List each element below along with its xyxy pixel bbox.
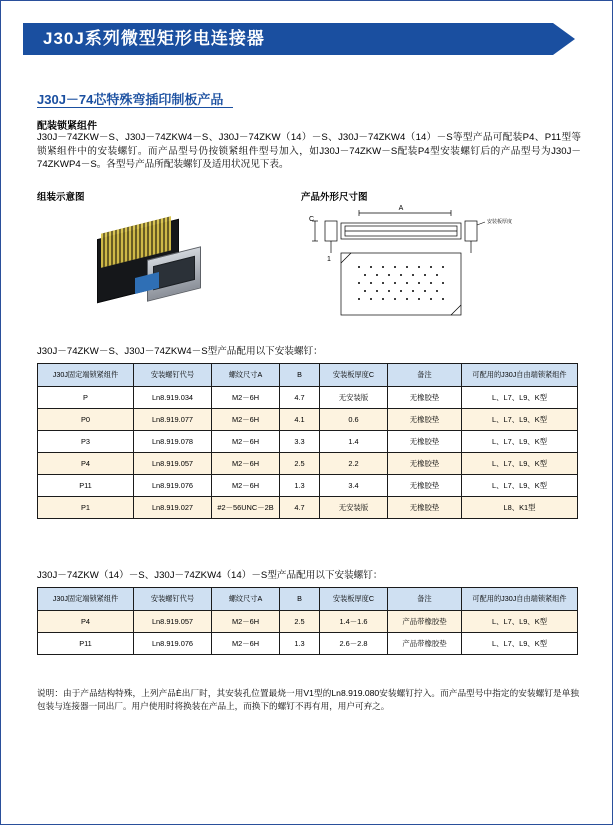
table1-cell: M2－6H	[212, 431, 280, 453]
table1-header-row	[38, 364, 578, 387]
table1-cell: 无橡胶垫	[388, 409, 462, 431]
table-row	[38, 409, 578, 431]
section-paragraph: J30J－74ZKW－S、J30J－74ZKW4－S、J30J－74ZKW（14）－S、J30J－74ZKW4（14）－S等型产品可配装P4、P11型等锁紧组件中的安装螺钉。而产品型号仍按锁紧组件型号加入，如J30J－74ZKW－S配装P4型安装螺钉后的产品型号为J30J－74ZKWP4－S。各型号产品所配装螺钉及适用状况见下表。	[37, 132, 581, 170]
table2-cell: 2.6－2.8	[320, 633, 388, 655]
table2-cell: 产品带橡胶垫	[388, 633, 462, 655]
table2-cell: M2－6H	[212, 633, 280, 655]
table1-cell: 3.3	[280, 431, 320, 453]
table1-cell: 无安装版	[320, 387, 388, 409]
table-row	[38, 453, 578, 475]
table-row	[38, 611, 578, 633]
table1-header-cell: 安装板厚度C	[320, 364, 388, 387]
table1-cell: 无橡胶垫	[388, 475, 462, 497]
table2-cell: M2－6H	[212, 611, 280, 633]
table-row	[38, 387, 578, 409]
table2-header-cell: 螺纹尺寸A	[212, 588, 280, 611]
table1-cell: #2－56UNC－2B	[212, 497, 280, 519]
table2-header-row	[38, 588, 578, 611]
page-title: J30J系列微型矩形电连接器	[43, 29, 265, 48]
table1-cell: 1.3	[280, 475, 320, 497]
table1-cell: P11	[38, 475, 134, 497]
table1-cell: L、L7、L9、K型	[462, 431, 578, 453]
table2-header-cell: 安装螺钉代号	[134, 588, 212, 611]
table-row	[38, 497, 578, 519]
table1-cell: L8、K1型	[462, 497, 578, 519]
table1-cell: 0.6	[320, 409, 388, 431]
dimension-c-label: C	[309, 216, 315, 223]
table1-cell: 2.2	[320, 453, 388, 475]
table2-header-cell: 可配用的J30J自由端锁紧组件	[462, 588, 578, 611]
table1-header-cell: 可配用的J30J自由端锁紧组件	[462, 364, 578, 387]
table1-header-cell: 备注	[388, 364, 462, 387]
drawing-note-label: 安装板厚度	[487, 219, 513, 225]
outline-figure-label: 产品外形尺寸图	[301, 192, 368, 203]
table2-cell: 1.3	[280, 633, 320, 655]
table1-cell: 3.4	[320, 475, 388, 497]
table1-cell: P4	[38, 453, 134, 475]
table1-cell: 1.4	[320, 431, 388, 453]
table1-cell: M2－6H	[212, 475, 280, 497]
table2-header-cell: J30J固定端锁紧组件	[38, 588, 134, 611]
banner-arrow-shape	[553, 23, 575, 55]
table1-cell: 无橡胶垫	[388, 431, 462, 453]
table1-header-cell: B	[280, 364, 320, 387]
table1-cell: Ln8.919.078	[134, 431, 212, 453]
table2-cell: 产品带橡胶垫	[388, 611, 462, 633]
table1-cell: Ln8.919.027	[134, 497, 212, 519]
table1-cell: P1	[38, 497, 134, 519]
table1-cell: P	[38, 387, 134, 409]
outline-drawing-svg	[301, 201, 561, 326]
table2-header-cell: 安装板厚度C	[320, 588, 388, 611]
table2-caption: J30J－74ZKW（14）－S、J30J－74ZKW4（14）－S型产品配用以下安装螺钉：	[37, 570, 383, 581]
table-row	[38, 475, 578, 497]
table1-cell: Ln8.919.034	[134, 387, 212, 409]
table2-cell: 1.4－1.6	[320, 611, 388, 633]
table1-cell: 无橡胶垫	[388, 497, 462, 519]
table1-header-cell: 安装螺钉代号	[134, 364, 212, 387]
table2-cell: L、L7、L9、K型	[462, 611, 578, 633]
assembly-figure-label: 组装示意图	[37, 192, 85, 203]
table2-header-cell: B	[280, 588, 320, 611]
table1-cell: L、L7、L9、K型	[462, 409, 578, 431]
connector-photo	[89, 213, 204, 308]
table1-cell: L、L7、L9、K型	[462, 453, 578, 475]
table-row	[38, 633, 578, 655]
table1-cell: 4.7	[280, 497, 320, 519]
footer-note: 说明：由于产品结构特殊，上列产品È出厂时，其安装孔位置最烧一用V1型的Ln8.919.080安装螺钉拧入。而产品型号中指定的安装螺钉是单独包装与连接器一同出厂。用户使用时将换装在产品上，而换下的螺钉不再有用，用户可弃之。	[37, 688, 579, 711]
table2-header-cell: 备注	[388, 588, 462, 611]
section-underline	[37, 107, 233, 108]
table1-cell: 4.1	[280, 409, 320, 431]
table1-header-cell: J30J固定端锁紧组件	[38, 364, 134, 387]
table2-cell: L、L7、L9、K型	[462, 633, 578, 655]
table1-cell: 无橡胶垫	[388, 387, 462, 409]
table1-cell: Ln8.919.057	[134, 453, 212, 475]
table1-cell: P0	[38, 409, 134, 431]
table1-cell: Ln8.919.077	[134, 409, 212, 431]
table-row	[38, 431, 578, 453]
table2-cell: Ln8.919.076	[134, 633, 212, 655]
dimension-a-label: A	[398, 205, 404, 212]
table1-cell: 无橡胶垫	[388, 453, 462, 475]
table1-cell: 无安装版	[320, 497, 388, 519]
table1-cell: L、L7、L9、K型	[462, 475, 578, 497]
table1-cell: M2－6H	[212, 387, 280, 409]
table2-cell: 2.5	[280, 611, 320, 633]
dimension-1-label: 1	[327, 256, 331, 263]
mounting-screw-table-1	[37, 363, 578, 519]
table2-cell: P11	[38, 633, 134, 655]
table1-cell: M2－6H	[212, 453, 280, 475]
table1-cell: P3	[38, 431, 134, 453]
section-subtitle: 配装锁紧组件	[37, 121, 97, 132]
table1-header-cell: 螺纹尺寸A	[212, 364, 280, 387]
table1-cell: 4.7	[280, 387, 320, 409]
table2-cell: P4	[38, 611, 134, 633]
outline-drawing	[301, 201, 561, 321]
table1-caption: J30J－74ZKW－S、J30J－74ZKW4－S型产品配用以下安装螺钉：	[37, 346, 323, 357]
table1-cell: Ln8.919.076	[134, 475, 212, 497]
header-banner	[23, 23, 593, 55]
section-title: J30J－74芯特殊弯插印制板产品	[37, 92, 224, 107]
mounting-screw-table-2	[37, 587, 578, 655]
table1-cell: M2－6H	[212, 409, 280, 431]
table2-cell: Ln8.919.057	[134, 611, 212, 633]
table1-cell: L、L7、L9、K型	[462, 387, 578, 409]
table1-cell: 2.5	[280, 453, 320, 475]
